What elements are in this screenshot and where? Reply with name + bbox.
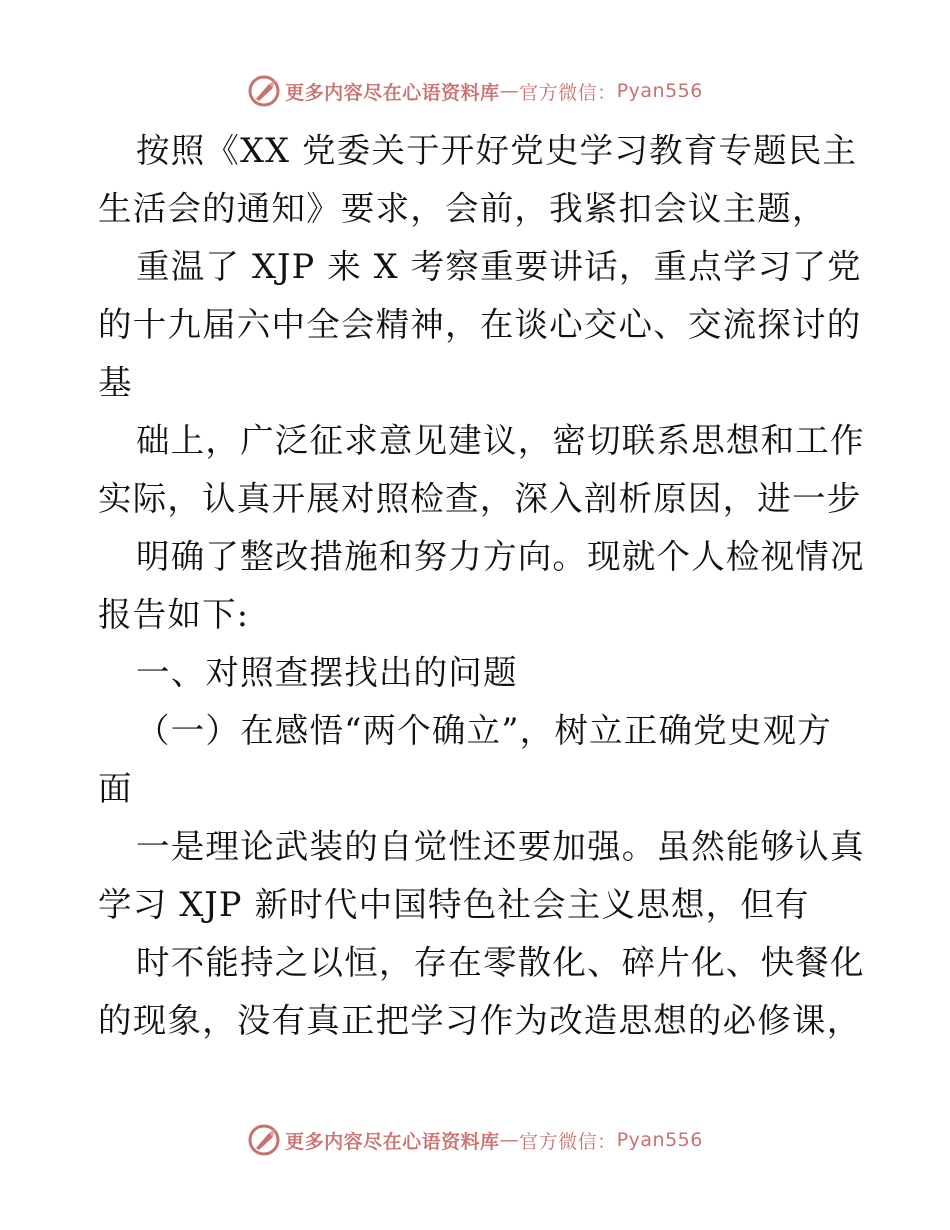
watermark-main-text: 更多内容尽在心语资料库	[285, 81, 500, 104]
text-line: 按照《XX 党委关于开好党史学习教育专题民主	[136, 131, 858, 170]
section-heading: 一、对照查摆找出的问题	[136, 653, 518, 692]
quill-logo-icon	[247, 74, 281, 108]
text-line: 报告如下:	[98, 595, 250, 634]
footer-watermark	[0, 1120, 950, 1160]
text-line: 一是理论武装的自觉性还要加强。虽然能够认真	[136, 827, 865, 866]
text-line: 生活会的通知》要求，会前，我紧扣会议主题，	[98, 189, 827, 228]
text-line: 时不能持之以恒，存在零散化、碎片化、快餐化	[136, 943, 865, 982]
text-line: 学习 XJP 新时代中国特色社会主义思想，但有	[98, 885, 810, 924]
watermark-dash: —	[499, 80, 520, 102]
watermark-sub-text: 官方微信：	[519, 81, 617, 104]
subsection-heading: （一）在感悟“两个确立”，树立正确党史观方	[136, 711, 832, 750]
quill-logo-icon	[247, 1123, 281, 1157]
text-line: 面	[98, 769, 133, 808]
text-line: 实际，认真开展对照检查，深入剖析原因，进一步	[98, 479, 862, 518]
header-watermark	[0, 71, 950, 111]
watermark-wechat-id: Pyan556	[616, 80, 703, 102]
document-body	[98, 122, 865, 1050]
text-line: 重温了 XJP 来 X 考察重要讲话，重点学习了党	[136, 247, 862, 286]
text-line: 的十九届六中全会精神，在谈心交心、交流探讨的	[98, 305, 862, 344]
text-line: 的现象，没有真正把学习作为改造思想的必修课，	[98, 1001, 862, 1040]
text-line: 基	[98, 363, 133, 402]
watermark-dash: —	[499, 1129, 520, 1151]
watermark-main-text: 更多内容尽在心语资料库	[285, 1130, 500, 1153]
watermark-sub-text: 官方微信：	[519, 1130, 617, 1153]
text-line: 明确了整改措施和努力方向。现就个人检视情况	[136, 537, 865, 576]
watermark-wechat-id: Pyan556	[616, 1129, 703, 1151]
text-line: 础上，广泛征求意见建议，密切联系思想和工作	[136, 421, 865, 460]
